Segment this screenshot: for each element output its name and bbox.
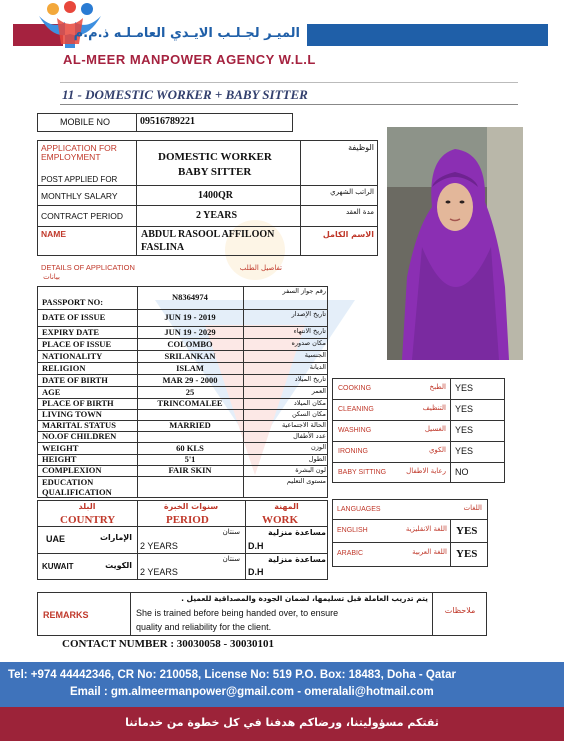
skill-label: COOKING: [338, 385, 372, 392]
passport-row-arabic: رقم جواز السفر: [282, 287, 326, 295]
post-applied-arabic: الوظيفة: [348, 143, 374, 152]
passport-row-label: EXPIRY DATE: [42, 326, 100, 337]
skills-row-divider: [332, 462, 505, 463]
salary-label: MONTHLY SALARY: [41, 191, 118, 201]
passport-row-value: JUN 19 - 2029: [164, 326, 216, 337]
lang-arabic-arabic: اللغة العربية: [412, 548, 447, 556]
remarks-arabic-text: يتم تدريب العاملة قبل تسليمها، لضمان الجودة والمصداقية للعميل .: [181, 594, 428, 603]
skill-arabic: رعاية الاطفال: [406, 467, 446, 475]
info-col-divider-2: [300, 140, 301, 256]
passport-row-value: 60 KLS: [176, 442, 204, 453]
exp-row-2-work-ar: مساعدة منزلية: [267, 555, 326, 564]
exp-row-1-country: UAE: [46, 534, 66, 544]
passport-row-arabic: مكان الميلاد: [293, 399, 326, 407]
salary-value: 1400QR: [198, 190, 233, 201]
skill-label: CLEANING: [338, 406, 374, 413]
passport-row-label: COMPLEXION: [42, 465, 102, 475]
skill-arabic: الطبخ: [429, 383, 446, 391]
skill-value: YES: [455, 446, 474, 456]
contact-number: CONTACT NUMBER : 30030058 - 30030101: [62, 638, 274, 650]
passport-row-value: TRINCOMALEE: [157, 398, 223, 408]
skills-col-divider: [450, 378, 451, 483]
passport-row-arabic: العمر: [311, 387, 326, 395]
exp-row-2-country-ar: الكويت: [105, 561, 132, 570]
passport-row-value: 5'1: [184, 454, 196, 464]
passport-row-value: MARRIED: [169, 420, 211, 430]
languages-arabic: اللغات: [463, 504, 482, 512]
exp-row-1-work: D.H: [248, 541, 264, 551]
passport-row-arabic: مكان صدوره: [291, 339, 326, 347]
details-arabic: تفاصيل الطلب: [239, 264, 282, 272]
passport-row-label: PASSPORT NO:: [42, 297, 104, 307]
passport-row-label: RELIGION: [42, 362, 86, 373]
exp-header-work-ar: المهنة: [274, 502, 299, 511]
doc-title: 11 - DOMESTIC WORKER + BABY SITTER: [62, 87, 308, 102]
remarks-line-2: quality and reliability for the client.: [136, 622, 272, 632]
post-applied-value-2: BABY SITTER: [178, 166, 252, 178]
info-row-divider-3: [37, 226, 378, 227]
skill-value: NO: [455, 467, 469, 477]
passport-row-label: AGE: [42, 386, 61, 397]
name-arabic: الاسم الكامل: [322, 230, 374, 239]
passport-row-label: DATE OF ISSUE: [42, 312, 106, 322]
exp-row-2-period: 2 YEARS: [140, 567, 178, 577]
remarks-line-1: She is trained before being handed over, to ensure: [136, 608, 339, 618]
experience-table: [37, 500, 328, 580]
lang-english-arabic: اللغة الانقليزية: [405, 525, 447, 533]
remarks-col-div-2: [432, 592, 433, 636]
skill-label: IRONING: [338, 448, 368, 455]
passport-row-value: N8364974: [172, 292, 208, 302]
contract-value: 2 YEARS: [196, 210, 238, 221]
title-underline: [60, 104, 518, 105]
exp-col-div-2: [245, 500, 246, 580]
lang-english-label: ENGLISH: [337, 527, 368, 534]
exp-col-div-1: [137, 500, 138, 580]
passport-row-value: FAIR SKIN: [168, 465, 212, 475]
details-label: DETAILS OF APPLICATION: [41, 263, 135, 272]
passport-row-arabic: الوزن: [310, 443, 326, 451]
skill-label: BABY SITTING: [338, 469, 387, 476]
exp-row-div-2: [37, 553, 328, 554]
passport-row-label: NO.OF CHILDREN: [42, 431, 117, 441]
lang-arabic-value: YES: [456, 548, 478, 560]
post-applied-label: POST APPLIED FOR: [41, 175, 118, 184]
lang-col-div: [450, 519, 451, 567]
passport-row-label: NATIONALITY: [42, 350, 103, 361]
passport-row-divider: [37, 309, 328, 310]
passport-row-label: DATE OF BIRTH: [42, 374, 108, 385]
skill-label: WASHING: [338, 427, 372, 434]
skills-row-divider: [332, 441, 505, 442]
languages-label: LANGUAGES: [337, 506, 381, 513]
passport-row-label: WEIGHT: [42, 442, 79, 453]
passport-col-divider: [243, 286, 244, 498]
exp-row-1-country-ar: الإمارات: [99, 533, 132, 542]
info-row-divider-2: [37, 205, 378, 206]
top-divider: [60, 82, 518, 83]
passport-row-arabic: الديانة: [309, 363, 326, 371]
exp-row-1-period-ar: سنتان: [222, 528, 240, 536]
passport-row-value: JUN 19 - 2019: [164, 312, 216, 322]
exp-header-country: COUNTRY: [60, 514, 116, 526]
name-value-1: ABDUL RASOOL AFFILOON: [141, 229, 275, 240]
lang-english-value: YES: [456, 525, 478, 537]
header-blue-bar: [307, 24, 548, 46]
mobile-value: 09516789221: [140, 116, 195, 127]
salary-arabic: الراتب الشهري: [330, 188, 374, 196]
passport-row-arabic: الحالة الاجتماعية: [281, 421, 326, 429]
exp-row-1-period: 2 YEARS: [140, 541, 178, 551]
contract-arabic: مدة العقد: [346, 208, 374, 216]
passport-row-arabic: الجنسية: [304, 351, 326, 359]
passport-row-label: PLACE OF ISSUE: [42, 338, 112, 349]
application-label: APPLICATION FOR EMPLOYMENT: [41, 143, 117, 163]
exp-row-1-work-ar: مساعدة منزلية: [267, 528, 326, 537]
contract-label: CONTRACT PERIOD: [41, 211, 124, 221]
passport-row-arabic: تاريخ الانتهاء: [293, 327, 326, 335]
company-logo: [35, 0, 105, 50]
passport-row-value: 25: [185, 386, 195, 397]
remarks-col-div-1: [130, 592, 131, 636]
remarks-label: REMARKS: [43, 610, 89, 620]
passport-row-arabic: تاريخ الإصدار: [291, 310, 326, 318]
passport-row-arabic: عدد الأطفال: [293, 432, 326, 440]
details-arabic-2: بيانات: [43, 273, 60, 281]
footer-line-2: Email : gm.almeermanpower@gmail.com - omeralali@hotmail.com: [70, 686, 434, 698]
passport-row-label: MARITAL STATUS: [42, 420, 116, 430]
passport-row-label: HEIGHT: [42, 454, 77, 464]
skill-arabic: الكوي: [428, 446, 446, 454]
footer-line-1: Tel: +974 44442346, CR No: 210058, License No: 519 P.O. Box: 18483, Doha - Qatar: [8, 669, 456, 681]
name-value-2: FASLINA: [141, 242, 185, 253]
skill-value: YES: [455, 425, 474, 435]
remarks-arabic-label: ملاحظات: [444, 606, 476, 615]
skill-arabic: التنظيف: [422, 404, 446, 412]
info-row-divider-1: [37, 185, 378, 186]
passport-row-value: COLOMBO: [167, 338, 213, 349]
passport-row-label: LIVING TOWN: [42, 409, 102, 419]
footer-arabic: ثقتكم مسؤوليتنا، ورضاكم هدفنا في كل خطوة من خدماتنا: [125, 716, 439, 729]
passport-row-label: EDUCATION QUALIFICATION: [42, 477, 112, 497]
exp-row-2-period-ar: سنتان: [222, 555, 240, 563]
skill-value: YES: [455, 383, 474, 393]
passport-row-value: ISLAM: [176, 362, 204, 373]
passport-row-arabic: مستوى التعليم: [286, 477, 326, 485]
info-col-divider-1: [136, 140, 137, 256]
skills-row-divider: [332, 420, 505, 421]
skill-value: YES: [455, 404, 474, 414]
passport-row-arabic: تاريخ الميلاد: [294, 375, 326, 383]
lang-arabic-label: ARABIC: [337, 550, 364, 557]
skills-row-divider: [332, 399, 505, 400]
mobile-label: MOBILE NO: [60, 117, 111, 127]
skill-arabic: الغسيل: [424, 425, 446, 433]
exp-header-work: WORK: [262, 514, 299, 526]
exp-header-period: PERIOD: [166, 514, 209, 526]
exp-header-period-ar: سنوات الخبرة: [163, 502, 219, 511]
lang-row-div-1: [332, 519, 488, 520]
lang-row-div-2: [332, 542, 488, 543]
passport-row-arabic: الطول: [308, 455, 326, 463]
post-applied-value-1: DOMESTIC WORKER: [158, 151, 272, 163]
exp-row-2-country: KUWAIT: [42, 562, 74, 571]
company-name-arabic: الميـر لجـلـب الايـدي العامـلـه ذ.م.م: [73, 26, 300, 41]
exp-header-country-ar: البلد: [78, 502, 96, 511]
passport-row-value: SRILANKAN: [164, 350, 216, 361]
exp-row-div-1: [37, 526, 328, 527]
passport-row-label: PLACE OF BIRTH: [42, 398, 114, 408]
exp-row-2-work: D.H: [248, 567, 264, 577]
passport-row-value: MAR 29 - 2000: [162, 374, 218, 385]
company-name-english: AL-MEER MANPOWER AGENCY W.L.L: [63, 52, 316, 67]
name-label: NAME: [41, 229, 67, 239]
applicant-photo: [387, 127, 523, 360]
passport-row-arabic: لون البشرة: [295, 466, 326, 474]
passport-row-arabic: مكان السكن: [291, 410, 326, 418]
